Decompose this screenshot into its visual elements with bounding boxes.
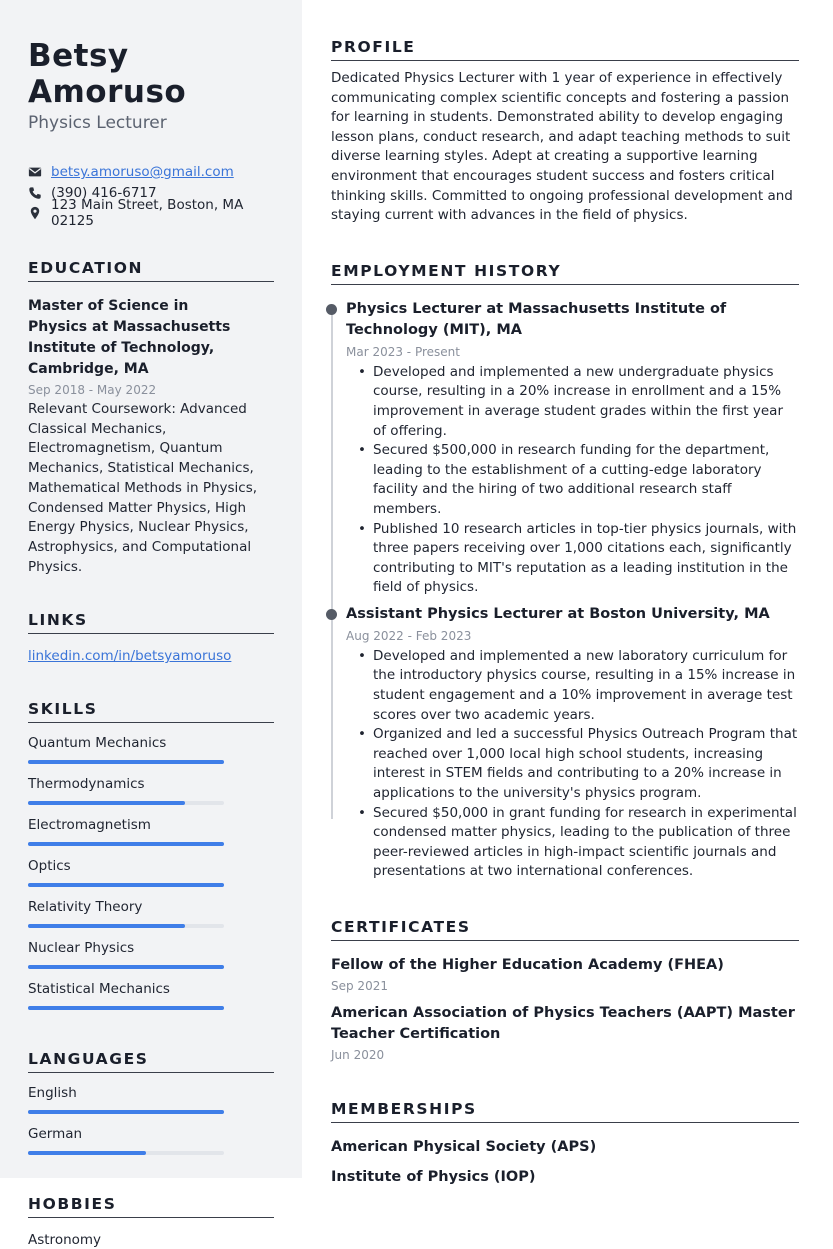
level-bar-track [28,1151,224,1155]
profile-section [331,38,799,226]
level-bar-track [28,801,224,805]
level-bar-fill [28,1110,224,1114]
links-section [28,611,274,665]
hobby-item: Astronomy [28,1232,102,1249]
level-bar-fill [28,924,185,928]
certificates-heading: CERTIFICATES [331,918,799,941]
skills-heading: SKILLS [28,700,274,723]
language-item [28,1125,274,1155]
job-bullets [346,363,799,598]
language-label: English [28,1085,77,1102]
phone-number: (390) 416-6717 [51,184,157,201]
hobbies-section [28,1195,274,1249]
employment-timeline [331,299,799,882]
map-pin-icon [28,206,42,220]
timeline-dot [326,304,337,315]
education-description: Relevant Coursework: Advanced Classical Mechanics, Electromagnetism, Quantum Mechanics, Statistical Mechanics, Mathematical Methods in Physics, Condensed Matter Physics, High Energy Physics, Nuclear Physics, Astrophysics, and Computational Physics. [28,401,258,575]
skill-item [28,898,274,928]
certificates-section [331,918,799,1064]
level-bar-track [28,965,224,969]
timeline-dot [326,609,337,620]
education-dates: Sep 2018 - May 2022 [28,383,157,397]
memberships-heading: MEMBERSHIPS [331,1100,799,1123]
skill-label: Statistical Mechanics [28,981,170,998]
job-bullet: • Secured $500,000 in research funding for the department, leading to the establishment of a cutting-edge laboratory facility and the hiring of two additional research staff members. [346,441,799,519]
membership-item: American Physical Society (APS) [331,1139,597,1155]
level-bar-fill [28,883,224,887]
hobbies-heading: HOBBIES [28,1195,274,1218]
skill-label: Nuclear Physics [28,940,135,957]
skill-item [28,939,274,969]
certificate-date: Sep 2021 [331,979,388,993]
person-name: Betsy Amoruso [28,38,187,110]
job-entry [331,299,799,598]
job-bullet: • Organized and led a successful Physics Outreach Program that reached over 1,000 local high school students, increasing interest in STEM fields and contributing to a 20% increase in applications to the university's physics program. [346,725,799,803]
job-title: Assistant Physics Lecturer at Boston University, MA [346,605,770,622]
profile-heading: PROFILE [331,38,799,61]
links-heading: LINKS [28,611,274,634]
address: 123 Main Street, Boston, MA 02125 [51,197,244,229]
contact-block [28,162,274,229]
level-bar-track [28,924,224,928]
main-content [331,38,799,1188]
contact-address-row [28,197,274,229]
memberships-section [331,1100,799,1188]
contact-email-row [28,162,274,182]
education-section [28,259,274,577]
level-bar-track [28,883,224,887]
skills-list [28,734,274,1010]
sidebar [0,0,302,1249]
level-bar-track [28,1110,224,1114]
languages-heading: LANGUAGES [28,1050,274,1073]
skill-item [28,775,274,805]
job-dates: Mar 2023 - Present [346,344,460,359]
skill-label: Optics [28,858,71,875]
job-bullet: • Developed and implemented a new undergraduate physics course, resulting in a 20% increase in enrollment and a 15% improvement in average student grades within the first year of offering. [346,363,799,441]
skill-label: Relativity Theory [28,899,143,916]
certificate-title: Fellow of the Higher Education Academy (FHEA) [331,957,724,973]
language-label: German [28,1126,83,1143]
phone-icon [28,186,42,200]
job-bullet: • Developed and implemented a new laboratory curriculum for the introductory physics course, resulting in a 15% increase in student engagement and a 10% improvement in average test scores over two academic years. [346,647,799,725]
skill-label: Electromagnetism [28,817,151,834]
job-bullet: • Published 10 research articles in top-tier physics journals, with three papers receiving over 1,000 citations each, significantly contributing to MIT's reputation as a leading institution in the field of physics. [346,520,799,598]
level-bar-fill [28,842,224,846]
skill-item [28,857,274,887]
skill-label: Thermodynamics [28,776,145,793]
job-title: Physics Lecturer at Massachusetts Institute of Technology (MIT), MA [346,300,727,338]
profile-text: Dedicated Physics Lecturer with 1 year of experience in effectively communicating complex scientific concepts and fostering a passion for learning in students. Demonstrated ability to develop engaging lesson plans, conduct research, and adapt teaching methods to suit diverse learning styles. Adept at creating a supportive learning environment that encourages student success and fosters critical thinking skills. Committed to ongoing professional development and staying current with advances in the field of physics. [331,70,793,224]
job-entry [331,604,799,882]
skills-section [28,700,274,1010]
skill-item [28,816,274,846]
linkedin-link[interactable]: linkedin.com/in/betsyamoruso [28,648,232,665]
certificate-date: Jun 2020 [331,1048,385,1062]
languages-section [28,1050,274,1155]
level-bar-fill [28,760,224,764]
job-bullets [346,647,799,882]
skill-item [28,734,274,764]
email-link[interactable]: betsy.amoruso@gmail.com [51,164,234,180]
skill-label: Quantum Mechanics [28,735,167,752]
employment-heading: EMPLOYMENT HISTORY [331,262,799,285]
employment-section [331,262,799,882]
skill-item [28,980,274,1010]
job-bullet: • Secured $50,000 in grant funding for research in experimental condensed matter physics, leading to the publication of three peer-reviewed articles in high-impact scientific journals and presentations at two international conferences. [346,804,799,882]
level-bar-fill [28,1006,224,1010]
level-bar-fill [28,801,185,805]
level-bar-track [28,760,224,764]
level-bar-track [28,1006,224,1010]
education-heading: EDUCATION [28,259,274,282]
person-title: Physics Lecturer [28,113,167,133]
level-bar-fill [28,965,224,969]
membership-item: Institute of Physics (IOP) [331,1169,536,1185]
certificate-title: American Association of Physics Teachers (AAPT) Master Teacher Certification [331,1005,795,1042]
job-dates: Aug 2022 - Feb 2023 [346,628,472,643]
education-degree: Master of Science in Physics at Massachusetts Institute of Technology, Cambridge, MA [28,298,231,377]
languages-list [28,1084,274,1155]
level-bar-track [28,842,224,846]
level-bar-fill [28,1151,146,1155]
envelope-icon [28,165,42,179]
language-item [28,1084,274,1114]
